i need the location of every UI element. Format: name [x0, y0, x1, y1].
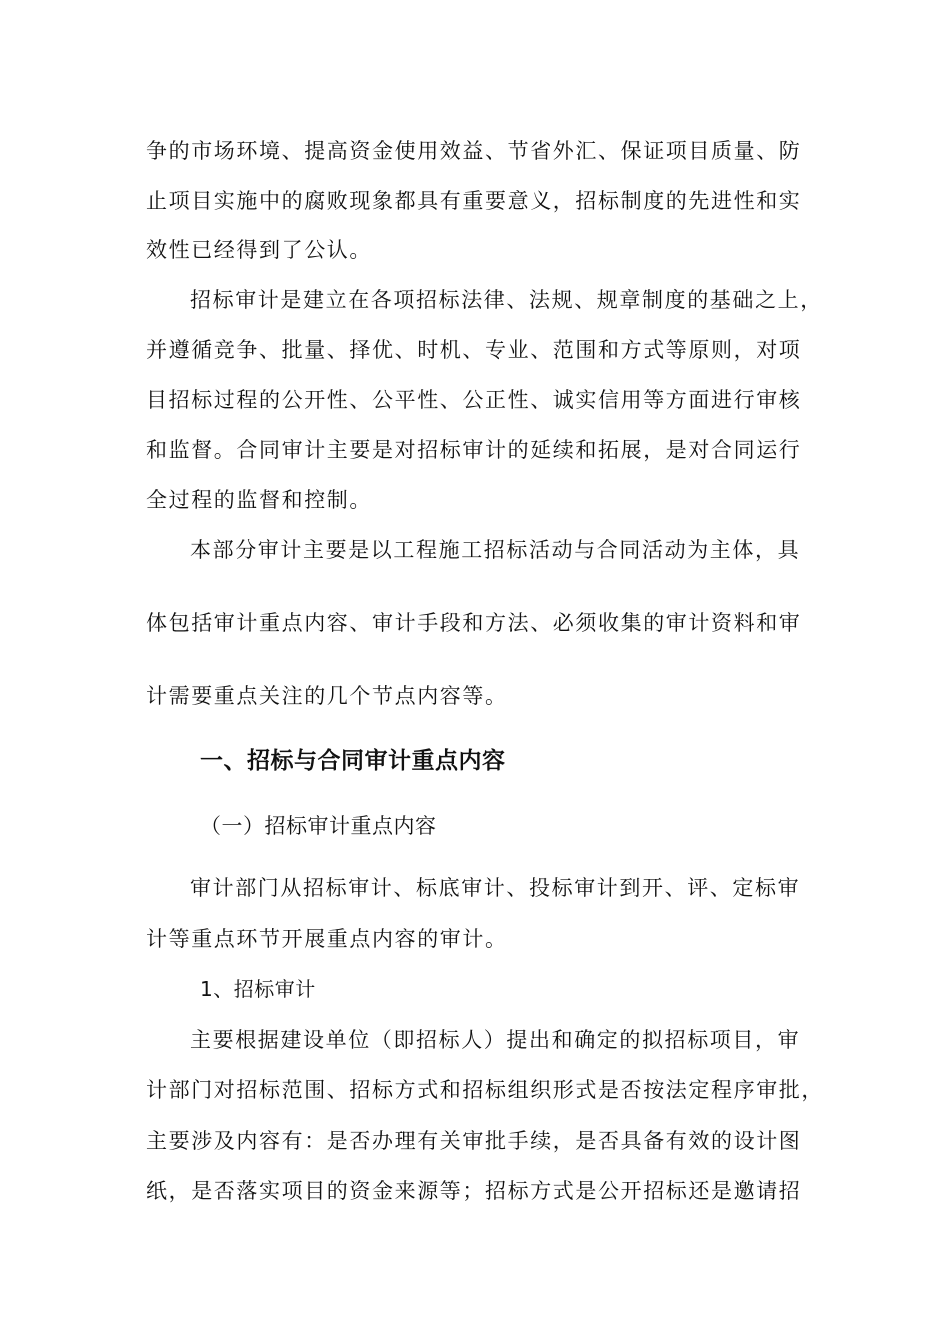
paragraph-5-line-4: 纸，是否落实项目的资金来源等；招标方式是公开招标还是邀请招 [146, 1179, 802, 1203]
section-heading-2: （一）招标审计重点内容 [200, 814, 437, 838]
paragraph-2-line-2: 并遵循竞争、批量、择优、时机、专业、范围和方式等原则，对项 [146, 338, 802, 362]
paragraph-5-line-3: 主要涉及内容有：是否办理有关审批手续，是否具备有效的设计图 [146, 1129, 802, 1153]
paragraph-1-line-3: 效性已经得到了公认。 [146, 238, 372, 262]
paragraph-3-line-2: 体包括审计重点内容、审计手段和方法、必须收集的审计资料和审 [146, 611, 802, 635]
paragraph-2-line-3: 目招标过程的公开性、公平性、公正性、诚实信用等方面进行审核 [146, 388, 802, 412]
paragraph-2-line-1: 招标审计是建立在各项招标法律、法规、规章制度的基础之上， [190, 288, 823, 312]
section-heading-3: 1、招标审计 [200, 977, 316, 1001]
paragraph-2-line-4: 和监督。合同审计主要是对招标审计的延续和拓展，是对合同运行 [146, 438, 802, 462]
paragraph-3-line-1: 本部分审计主要是以工程施工招标活动与合同活动为主体，具 [190, 538, 801, 562]
paragraph-4-line-1: 审计部门从招标审计、标底审计、投标审计到开、评、定标审 [190, 876, 801, 900]
paragraph-5-line-1: 主要根据建设单位（即招标人）提出和确定的拟招标项目，审 [190, 1028, 801, 1052]
paragraph-3-line-3: 计需要重点关注的几个节点内容等。 [146, 684, 508, 708]
paragraph-5-line-2: 计部门对招标范围、招标方式和招标组织形式是否按法定程序审批， [146, 1078, 824, 1102]
paragraph-4-line-2: 计等重点环节开展重点内容的审计。 [146, 927, 508, 951]
paragraph-1-line-1: 争的市场环境、提高资金使用效益、节省外汇、保证项目质量、防 [146, 139, 802, 163]
paragraph-1-line-2: 止项目实施中的腐败现象都具有重要意义，招标制度的先进性和实 [146, 189, 802, 213]
section-heading-1: 一、招标与合同审计重点内容 [200, 748, 506, 774]
paragraph-2-line-5: 全过程的监督和控制。 [146, 488, 372, 512]
